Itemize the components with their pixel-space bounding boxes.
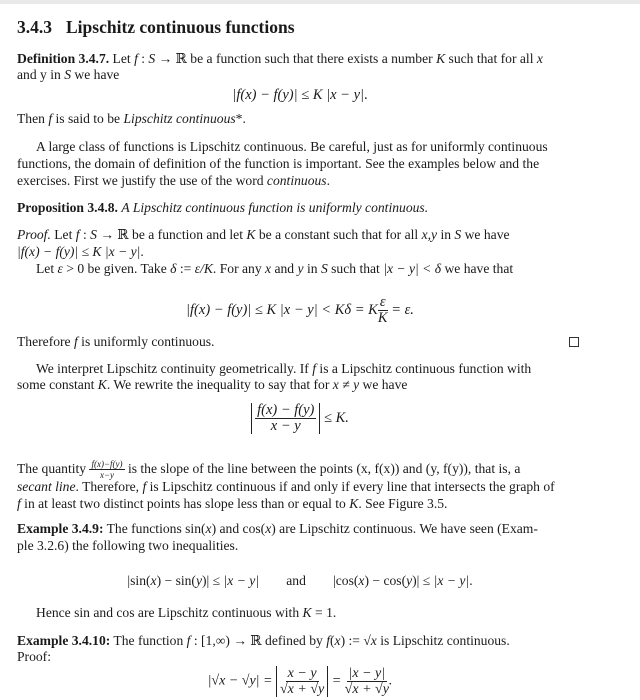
math-or-emphasis: ε/K bbox=[194, 261, 213, 276]
bold-label: Example 3.4.10: bbox=[17, 633, 111, 648]
math-or-emphasis: S bbox=[454, 227, 462, 242]
text: := bbox=[176, 261, 195, 276]
formula-text: |√x − √y| = bbox=[207, 673, 276, 689]
bold-label: Example 3.4.9: bbox=[17, 521, 104, 536]
math-or-emphasis: f bbox=[73, 334, 78, 349]
math-or-emphasis: |x − y| bbox=[433, 573, 470, 588]
section-heading bbox=[17, 17, 295, 38]
absolute-value bbox=[251, 403, 320, 434]
math-or-emphasis: continuous bbox=[266, 173, 327, 188]
math-or-emphasis: S bbox=[148, 51, 156, 66]
math-or-emphasis: f bbox=[134, 51, 138, 66]
math-or-emphasis: K bbox=[349, 496, 359, 511]
example-line bbox=[17, 538, 238, 553]
math-or-emphasis: ε bbox=[57, 261, 63, 276]
text: )| ≤ bbox=[412, 573, 434, 588]
math-or-emphasis: A Lipschitz continuous function is uniformly continuous. bbox=[121, 200, 429, 215]
fraction bbox=[89, 459, 124, 480]
text: : bbox=[137, 51, 149, 66]
definition-conclusion bbox=[17, 111, 246, 126]
denominator: x−y bbox=[99, 470, 115, 481]
text: in bbox=[437, 227, 455, 242]
qed-square-icon bbox=[569, 337, 579, 347]
definition-line bbox=[17, 67, 119, 82]
text: be a constant such that for all bbox=[255, 227, 422, 242]
math-or-emphasis: f bbox=[17, 496, 21, 511]
trig-inequalities bbox=[0, 573, 600, 588]
text: Let bbox=[36, 261, 58, 276]
denominator: x − y bbox=[270, 418, 301, 434]
text: . bbox=[326, 173, 330, 188]
proof-formula bbox=[0, 295, 600, 326]
math-or-emphasis: |f(x) − f(y)| ≤ K |x − y| bbox=[232, 87, 364, 103]
math-or-emphasis: f bbox=[48, 111, 53, 126]
text: . Therefore, bbox=[75, 479, 143, 494]
paragraph-line bbox=[17, 459, 521, 481]
denominator: √x + √y bbox=[279, 682, 325, 697]
text: in bbox=[303, 261, 321, 276]
paragraph-line bbox=[17, 496, 447, 511]
math-or-emphasis: f bbox=[186, 633, 191, 648]
math-or-emphasis: |f(x) − f(y)| ≤ K |x − y| bbox=[17, 244, 141, 259]
text: *. bbox=[235, 111, 246, 126]
slope-formula bbox=[0, 403, 600, 434]
proof-conclusion bbox=[17, 334, 214, 349]
text: is uniformly continuous. bbox=[77, 334, 215, 349]
absolute-value bbox=[276, 666, 328, 697]
math-or-emphasis: K bbox=[302, 605, 312, 620]
text: Hence sin and cos are Lipschitz continuous with bbox=[36, 605, 303, 620]
math-or-emphasis: K bbox=[97, 377, 107, 392]
formula-text: = bbox=[328, 673, 345, 689]
section-title: Lipschitz continuous functions bbox=[66, 17, 295, 37]
text: ) − cos( bbox=[364, 573, 407, 588]
text: is Lipschitz continuous. bbox=[376, 633, 510, 648]
text: Proof: bbox=[17, 649, 51, 664]
math-or-emphasis: S bbox=[90, 227, 97, 242]
text: Let bbox=[50, 227, 76, 242]
formula-text: = ε. bbox=[387, 301, 414, 318]
formula-text: |f(x) − f(y)| ≤ K |x − y| < Kδ = K bbox=[186, 301, 378, 318]
text: in at least two distinct points has slope less than or equal to bbox=[20, 496, 350, 511]
text: and |cos( bbox=[259, 573, 359, 588]
math-or-emphasis: S bbox=[64, 67, 71, 82]
example-line bbox=[17, 521, 538, 536]
text: = 1. bbox=[311, 605, 337, 620]
text: . For any bbox=[212, 261, 266, 276]
math-or-emphasis: S bbox=[320, 261, 328, 276]
fraction bbox=[345, 666, 389, 697]
text: we have bbox=[71, 67, 120, 82]
text: some constant bbox=[17, 377, 98, 392]
numerator: |x − y| bbox=[348, 666, 386, 681]
text: ) are Lipschitz continuous. We have seen (Exam- bbox=[271, 521, 538, 536]
text: > 0 be given. Take bbox=[62, 261, 171, 276]
section-number: 3.4.3 bbox=[17, 17, 52, 37]
text: Therefore bbox=[17, 334, 74, 349]
text: we have that bbox=[441, 261, 514, 276]
math-or-emphasis: x bbox=[536, 51, 543, 66]
text: is said to be bbox=[52, 111, 124, 126]
math-or-emphasis: Proof. bbox=[17, 227, 51, 242]
proof-line bbox=[17, 227, 510, 242]
text: ( bbox=[329, 633, 335, 648]
text: . bbox=[469, 573, 473, 588]
denominator: K bbox=[377, 310, 388, 326]
proposition bbox=[17, 200, 428, 215]
math-or-emphasis: δ bbox=[170, 261, 177, 276]
text: ple 3.2.6) the following two inequalities. bbox=[17, 538, 239, 553]
text: Then bbox=[17, 111, 49, 126]
proof-line bbox=[36, 261, 513, 276]
paragraph-line bbox=[36, 361, 531, 376]
math-or-emphasis: |x − y| bbox=[223, 573, 260, 588]
text: The quantity bbox=[17, 461, 90, 476]
paragraph-line bbox=[17, 156, 539, 171]
math-or-emphasis: y bbox=[297, 261, 304, 276]
math-or-emphasis: f bbox=[326, 633, 330, 648]
text: is the slope of the line between the points (x, f(x)) and (y, f(y)), that is, a bbox=[124, 461, 521, 476]
math-or-emphasis: f bbox=[142, 479, 147, 494]
definition-line bbox=[17, 51, 543, 66]
text: such that for all bbox=[445, 51, 537, 66]
example-line bbox=[17, 633, 510, 648]
math-or-emphasis: y bbox=[406, 573, 413, 588]
paragraph-line bbox=[17, 377, 407, 392]
denominator: √x + √y bbox=[344, 682, 389, 697]
text: we have bbox=[461, 227, 510, 242]
text: we have bbox=[359, 377, 408, 392]
text: functions, the domain of definition of the function is important. See the examples below and the bbox=[17, 156, 540, 171]
math-or-emphasis: x bbox=[150, 573, 157, 588]
text: )| ≤ bbox=[202, 573, 224, 588]
text: ) and cos( bbox=[211, 521, 266, 536]
math-or-emphasis: f bbox=[75, 227, 80, 242]
text: ) := √ bbox=[340, 633, 371, 648]
math-or-emphasis: x ≠ y bbox=[332, 377, 360, 392]
text: The functions sin( bbox=[103, 521, 206, 536]
text: . bbox=[364, 87, 368, 103]
text: is Lipschitz continuous if and only if every line that intersects the graph of bbox=[146, 479, 555, 494]
text: is a Lipschitz continuous function with bbox=[316, 361, 532, 376]
math-or-emphasis: |x − y| < δ bbox=[383, 261, 442, 276]
math-or-emphasis: x bbox=[358, 573, 365, 588]
formula-text: . bbox=[388, 673, 393, 689]
text: and y in bbox=[17, 67, 65, 82]
numerator: ε bbox=[379, 294, 386, 310]
math-or-emphasis: K bbox=[436, 51, 446, 66]
math-or-emphasis: x bbox=[265, 261, 272, 276]
text: Let bbox=[109, 51, 135, 66]
text: : [1,∞) → ℝ defined by bbox=[190, 633, 327, 648]
math-or-emphasis: x,y bbox=[421, 227, 438, 242]
numerator: f(x) − f(y) bbox=[257, 402, 315, 418]
sqrt-formula bbox=[0, 666, 600, 697]
math-or-emphasis: x bbox=[265, 521, 272, 536]
text: . We rewrite the inequality to say that for bbox=[106, 377, 333, 392]
text: ) − sin( bbox=[156, 573, 196, 588]
text: We interpret Lipschitz continuity geometrically. If bbox=[36, 361, 313, 376]
math-or-emphasis: K bbox=[246, 227, 256, 242]
text: . See Figure 3.5. bbox=[358, 496, 448, 511]
fraction bbox=[255, 403, 316, 434]
text: → ℝ be a function and let bbox=[96, 227, 247, 242]
math-or-emphasis: y bbox=[195, 573, 203, 588]
math-or-emphasis: secant line bbox=[17, 479, 76, 494]
proof-line bbox=[17, 244, 144, 259]
math-or-emphasis: x bbox=[334, 633, 341, 648]
top-edge bbox=[0, 0, 640, 4]
text: . bbox=[140, 244, 144, 259]
bold-label: Definition 3.4.7. bbox=[17, 51, 110, 66]
paragraph-line bbox=[36, 139, 548, 154]
bold-label: Proposition 3.4.8. bbox=[17, 200, 118, 215]
math-or-emphasis: f bbox=[312, 361, 317, 376]
math-or-emphasis: x bbox=[370, 633, 377, 648]
fraction bbox=[378, 295, 388, 326]
text: The function bbox=[110, 633, 187, 648]
paragraph-line bbox=[17, 479, 555, 494]
math-or-emphasis: x bbox=[205, 521, 212, 536]
numerator: x − y bbox=[287, 666, 317, 681]
definition-formula bbox=[0, 88, 600, 103]
text: such that bbox=[327, 261, 384, 276]
math-or-emphasis: Lipschitz continuous bbox=[123, 111, 236, 126]
numerator: f(x)−f(y) bbox=[91, 459, 123, 470]
text: exercises. First we justify the use of the word bbox=[17, 173, 267, 188]
example-line bbox=[17, 649, 51, 664]
paragraph-line bbox=[17, 173, 330, 188]
text: → ℝ be a function such that there exists a number bbox=[155, 51, 437, 66]
example-conclusion bbox=[36, 605, 336, 620]
text: |sin( bbox=[127, 573, 151, 588]
text: : bbox=[79, 227, 91, 242]
fraction bbox=[280, 666, 324, 697]
text: and bbox=[271, 261, 298, 276]
formula-text: ≤ K. bbox=[320, 409, 349, 426]
text: A large class of functions is Lipschitz continuous. Be careful, just as for uniformly continuous bbox=[36, 139, 548, 154]
